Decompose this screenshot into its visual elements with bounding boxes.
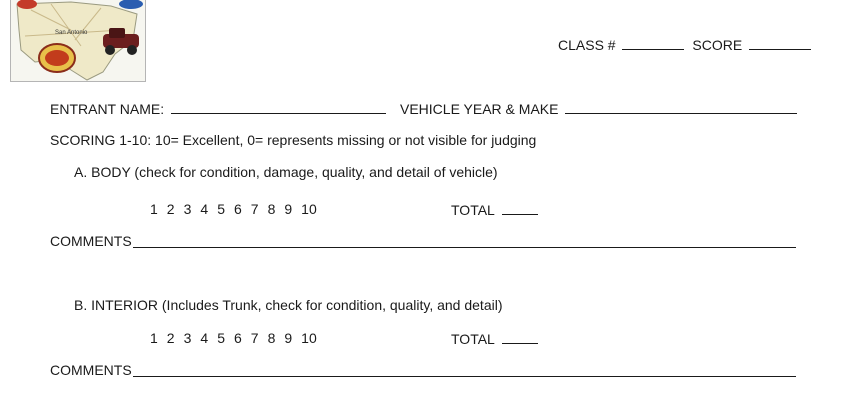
score-option[interactable]: 10 <box>301 330 317 346</box>
body-total-label: TOTAL <box>451 202 495 218</box>
entrant-name-field <box>50 101 386 116</box>
body-comments-field <box>50 234 796 248</box>
score-option[interactable]: 6 <box>233 201 242 217</box>
interior-comments-field <box>50 363 796 377</box>
vehicle-label: VEHICLE YEAR & MAKE <box>400 101 559 117</box>
body-score-scale <box>150 202 326 216</box>
body-total-input-line[interactable] <box>502 202 538 215</box>
score-option[interactable]: 2 <box>166 330 175 346</box>
score-option[interactable]: 1 <box>150 201 158 217</box>
score-option[interactable]: 4 <box>200 201 209 217</box>
score-option[interactable]: 7 <box>250 330 259 346</box>
map-city-label: San Antonio <box>55 30 88 36</box>
entrant-name-label: ENTRANT NAME: <box>50 101 165 117</box>
score-label: SCORE <box>692 37 743 53</box>
interior-comments-label: COMMENTS <box>50 362 132 378</box>
interior-total-label: TOTAL <box>451 331 495 347</box>
score-option[interactable]: 8 <box>267 330 276 346</box>
vehicle-field <box>400 101 797 116</box>
section-body-heading: A. BODY (check for condition, damage, quality, and detail of vehicle) <box>74 164 498 180</box>
score-option[interactable]: 5 <box>217 330 225 346</box>
score-option[interactable]: 1 <box>150 330 158 346</box>
class-input-line[interactable] <box>622 37 684 50</box>
class-label: CLASS # <box>558 37 616 53</box>
score-option[interactable]: 7 <box>250 201 259 217</box>
score-option[interactable]: 10 <box>301 201 317 217</box>
bass-pro-badge-icon <box>39 44 75 72</box>
score-option[interactable]: 2 <box>166 201 175 217</box>
entrant-name-input-line[interactable] <box>171 101 386 114</box>
score-option[interactable]: 4 <box>200 330 209 346</box>
score-option[interactable]: 3 <box>183 201 192 217</box>
class-field <box>558 37 811 52</box>
score-input-line[interactable] <box>749 37 811 50</box>
scoring-note: SCORING 1-10: 10= Excellent, 0= represents missing or not visible for judging <box>50 132 537 148</box>
score-option[interactable]: 9 <box>284 330 293 346</box>
section-interior-heading: B. INTERIOR (Includes Trunk, check for condition, quality, and detail) <box>74 297 503 313</box>
score-option[interactable]: 8 <box>267 201 276 217</box>
body-comments-input-line[interactable] <box>133 235 796 248</box>
body-comments-label: COMMENTS <box>50 233 132 249</box>
vehicle-input-line[interactable] <box>565 101 797 114</box>
score-option[interactable]: 3 <box>183 330 192 346</box>
interior-comments-input-line[interactable] <box>133 364 796 377</box>
event-logo <box>10 0 146 82</box>
score-option[interactable]: 5 <box>217 201 225 217</box>
score-option[interactable]: 6 <box>233 330 242 346</box>
interior-total-input-line[interactable] <box>502 331 538 344</box>
car-icon <box>119 0 143 9</box>
score-option[interactable]: 9 <box>284 201 293 217</box>
interior-total-field <box>451 331 538 346</box>
interior-score-scale <box>150 331 326 345</box>
texas-map-graphic <box>11 0 146 82</box>
body-total-field <box>451 202 538 217</box>
